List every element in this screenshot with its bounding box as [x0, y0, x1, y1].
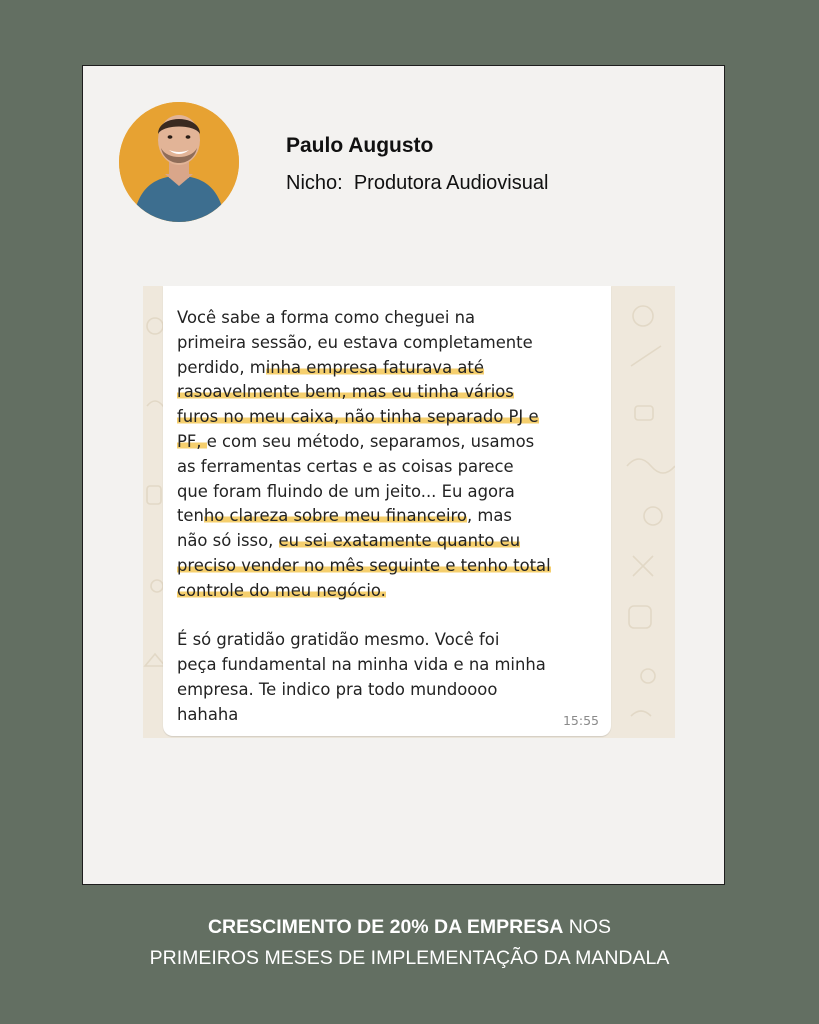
message-line: ten [177, 506, 204, 526]
profile-niche [286, 172, 548, 195]
message-line: peça fundamental na minha vida e na minha [177, 655, 546, 675]
result-caption [0, 912, 819, 974]
highlighted-text: controle do meu negócio. [177, 580, 386, 600]
highlighted-text: PF, [177, 431, 207, 451]
message-line: primeira sessão, eu estava completamente [177, 332, 533, 352]
message-line: hahaha [177, 704, 239, 724]
message-line: perdido, m [177, 357, 266, 377]
highlighted-text: preciso vender no mês seguinte e tenho total [177, 555, 551, 575]
profile-name: Paulo Augusto [286, 134, 434, 157]
caption-text: NOS [563, 916, 612, 938]
message-line: e com seu método, separamos, usamos [206, 431, 535, 451]
message-line: as ferramentas certas e as coisas parece [177, 456, 514, 476]
highlighted-text: inha empresa faturava até [265, 357, 484, 377]
message-line: que foram fluindo de um jeito... Eu agora [177, 481, 515, 501]
highlighted-text: não tinha separado PJ e [344, 407, 539, 427]
message-text [177, 306, 607, 728]
highlighted-text: furos no meu caixa, [177, 407, 345, 427]
avatar [119, 102, 239, 222]
niche-value: Produtora Audiovisual [353, 172, 549, 194]
caption-line-2: PRIMEIROS MESES DE IMPLEMENTAÇÃO DA MANDALA [149, 947, 670, 969]
person-photo-icon [119, 102, 239, 222]
message-line: , mas [466, 506, 512, 526]
message-line: É só gratidão gratidão mesmo. Você foi [177, 630, 500, 650]
highlighted-text: eu sei exatamente quanto eu [278, 531, 521, 551]
message-line: não só isso, [177, 531, 279, 551]
highlighted-text: ho clareza sobre meu financeiro [203, 506, 467, 526]
message-line: empresa. Te indico pra todo mundoooo [177, 679, 498, 699]
message-timestamp: 15:55 [562, 713, 599, 728]
caption-highlight: CRESCIMENTO DE 20% DA EMPRESA [207, 916, 564, 938]
message-bubble [163, 286, 611, 736]
chat-screenshot [143, 286, 675, 738]
highlighted-text: rasoavelmente bem, mas eu tinha vários [177, 382, 514, 402]
niche-label: Nicho: [286, 172, 343, 194]
message-line: Você sabe a forma como cheguei na [177, 308, 476, 327]
testimonial-card [82, 65, 725, 885]
